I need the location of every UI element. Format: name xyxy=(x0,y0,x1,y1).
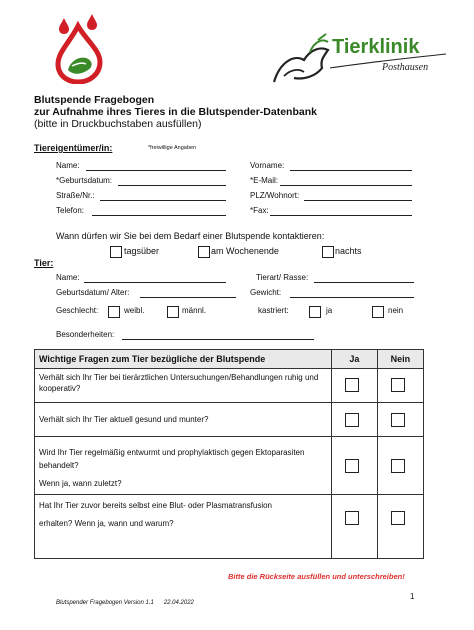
owner-email-field[interactable] xyxy=(280,185,412,186)
owner-zip-field[interactable] xyxy=(304,200,412,201)
table-row xyxy=(35,437,424,495)
owner-zip-label: PLZ/Wohnort: xyxy=(250,191,300,200)
owner-firstname-label: Vorname: xyxy=(250,161,285,170)
neutered-label: kastriert: xyxy=(258,306,289,315)
clinic-logo xyxy=(270,32,450,92)
owner-phone-label: Telefon: xyxy=(56,206,85,215)
question-followup: Wenn ja, wann zuletzt? xyxy=(39,479,122,488)
owner-birthdate-field[interactable] xyxy=(118,185,226,186)
table-header-yes: Ja xyxy=(332,350,378,369)
question-followup: erhalten? Wenn ja, wann und warum? xyxy=(39,519,174,528)
question-1-yes-checkbox[interactable] xyxy=(345,378,359,392)
animal-name-label: Name: xyxy=(56,273,80,282)
table-row xyxy=(35,369,424,403)
title-line-1: Blutspende Fragebogen xyxy=(34,94,155,106)
question-1-no-checkbox[interactable] xyxy=(391,378,405,392)
animal-notes-label: Besonderheiten: xyxy=(56,330,115,339)
question-cell xyxy=(35,495,332,559)
sex-male-label: männl. xyxy=(182,306,207,315)
yes-cell xyxy=(332,369,378,403)
animal-heading: Tier: xyxy=(34,258,54,268)
table-header-no: Nein xyxy=(377,350,423,369)
table-row xyxy=(35,495,424,559)
owner-street-label: Straße/Nr.: xyxy=(56,191,95,200)
question-2-no-checkbox[interactable] xyxy=(391,413,405,427)
animal-species-label: Tierart/ Rasse: xyxy=(256,273,309,282)
backside-reminder: Bitte die Rückseite ausfüllen und unterschreiben! xyxy=(228,572,405,581)
table-row xyxy=(35,403,424,437)
owner-street-field[interactable] xyxy=(100,200,226,201)
no-cell xyxy=(377,437,423,495)
animal-species-field[interactable] xyxy=(314,282,414,283)
clinic-brand: Tierklinik xyxy=(332,36,420,58)
sex-female-label: weibl. xyxy=(124,306,145,315)
blood-drop-logo xyxy=(52,12,108,84)
owner-firstname-field[interactable] xyxy=(290,170,412,171)
title-line-3: (bitte in Druckbuchstaben ausfüllen) xyxy=(34,118,202,130)
question-4-yes-checkbox[interactable] xyxy=(345,511,359,525)
owner-phone-field[interactable] xyxy=(92,215,226,216)
owner-name-label: Name: xyxy=(56,161,80,170)
question-3-yes-checkbox[interactable] xyxy=(345,459,359,473)
page-number: 1 xyxy=(410,592,415,601)
contact-weekend-checkbox[interactable] xyxy=(198,246,210,258)
questions-table xyxy=(34,349,424,559)
animal-notes-field[interactable] xyxy=(122,339,314,340)
contact-night-label: nachts xyxy=(335,246,362,256)
owner-heading: Tiereigentümer/in: xyxy=(34,143,113,153)
neutered-no-checkbox[interactable] xyxy=(372,306,384,318)
neutered-yes-label: ja xyxy=(326,306,333,315)
form-title xyxy=(34,94,454,130)
neutered-yes-checkbox[interactable] xyxy=(309,306,321,318)
clinic-location: Posthausen xyxy=(382,62,429,73)
yes-cell xyxy=(332,495,378,559)
question-3-no-checkbox[interactable] xyxy=(391,459,405,473)
sex-female-checkbox[interactable] xyxy=(108,306,120,318)
footer-version: Blutspender Fragebogen Version 1.1 22.04.2022 xyxy=(56,600,194,606)
no-cell xyxy=(377,403,423,437)
animal-weight-field[interactable] xyxy=(290,297,414,298)
neutered-no-label: nein xyxy=(388,306,404,315)
contact-daytime-label: tagsüber xyxy=(124,246,160,256)
owner-email-label: *E-Mail: xyxy=(250,176,279,185)
contact-weekend-label: am Wochenende xyxy=(211,246,279,256)
yes-cell xyxy=(332,437,378,495)
owner-fax-label: *Fax: xyxy=(250,206,269,215)
optional-note: *freiwillige Angaben xyxy=(148,145,197,151)
question-cell xyxy=(35,369,332,403)
animal-birth-field[interactable] xyxy=(140,297,236,298)
yes-cell xyxy=(332,403,378,437)
contact-night-checkbox[interactable] xyxy=(322,246,334,258)
no-cell xyxy=(377,495,423,559)
table-header-row xyxy=(35,350,424,369)
question-2-yes-checkbox[interactable] xyxy=(345,413,359,427)
owner-birthdate-label: *Geburtsdatum: xyxy=(56,176,113,185)
table-header-question: Wichtige Fragen zum Tier bezügliche der Blutspende xyxy=(35,350,332,369)
question-text: Verhält sich Ihr Tier bei tierärztlichen Untersuchungen/Behandlungen ruhig und kooperativ? xyxy=(39,373,319,393)
animal-weight-label: Gewicht: xyxy=(250,288,282,297)
owner-fax-field[interactable] xyxy=(270,215,412,216)
sex-male-checkbox[interactable] xyxy=(167,306,179,318)
animal-birth-label: Geburtsdatum/ Alter: xyxy=(56,288,130,297)
contact-daytime-checkbox[interactable] xyxy=(110,246,122,258)
question-cell xyxy=(35,437,332,495)
animal-name-field[interactable] xyxy=(84,282,226,283)
question-text: Hat Ihr Tier zuvor bereits selbst eine Blut- oder Plasmatransfusion xyxy=(39,501,272,510)
question-text: Verhält sich Ihr Tier aktuell gesund und munter? xyxy=(39,415,209,424)
question-text: Wird Ihr Tier regelmäßig entwurmt und prophylaktisch gegen Ektoparasiten behandelt? xyxy=(39,448,305,470)
contact-question: Wann dürfen wir Sie bei dem Bedarf einer Blutspende kontaktieren: xyxy=(56,231,325,241)
question-4-no-checkbox[interactable] xyxy=(391,511,405,525)
no-cell xyxy=(377,369,423,403)
animal-sex-label: Geschlecht: xyxy=(56,306,99,315)
question-cell xyxy=(35,403,332,437)
title-line-2: zur Aufnahme ihres Tieres in die Blutspender-Datenbank xyxy=(34,106,317,118)
owner-name-field[interactable] xyxy=(86,170,226,171)
